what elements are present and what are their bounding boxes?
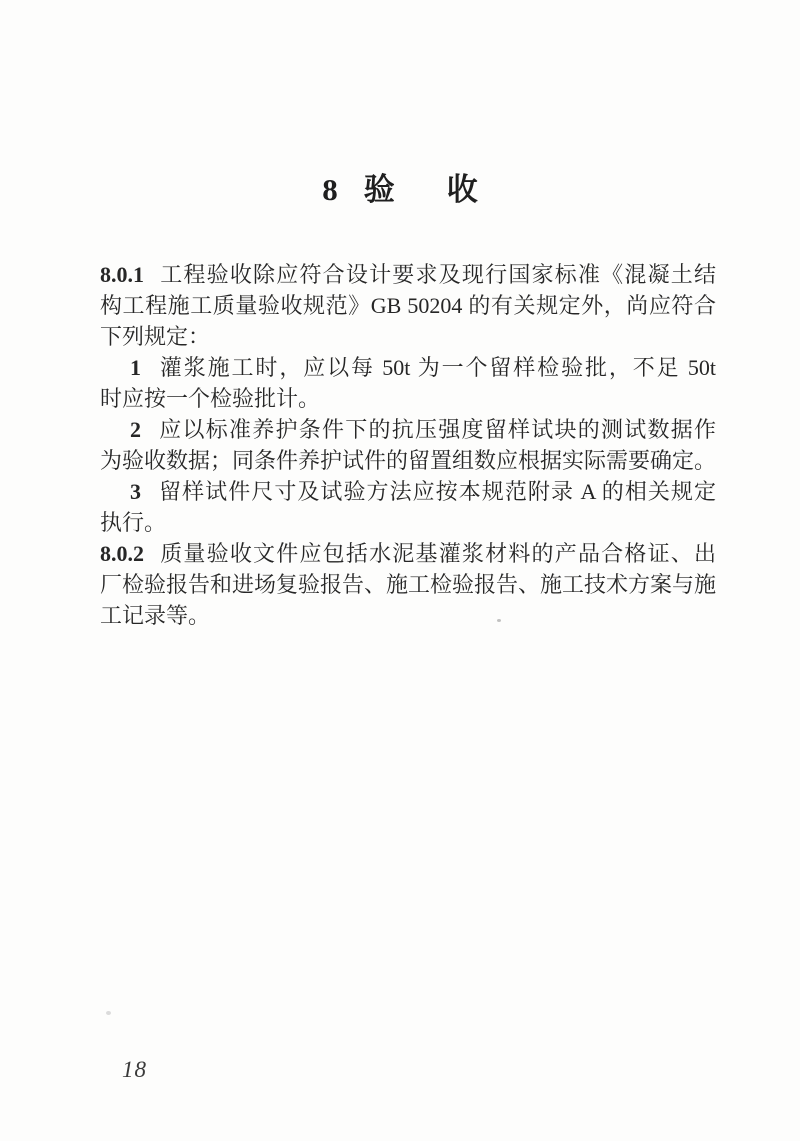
clause-text: 工程验收除应符合设计要求及现行国家标准《混凝土结 — [159, 262, 716, 287]
item-text: 灌浆施工时，应以每 50t 为一个留样检验批，不足 50t — [158, 355, 716, 380]
clause-8-0-2-line-1 — [100, 538, 716, 569]
item-1-number: 1 — [130, 355, 141, 380]
clause-text: 质量验收文件应包括水泥基灌浆材料的产品合格证、出 — [159, 541, 716, 566]
chapter-heading — [0, 172, 800, 208]
item-3-number: 3 — [130, 479, 141, 504]
item-2-number: 2 — [130, 417, 141, 442]
chapter-title-char-2: 收 — [446, 172, 478, 207]
body-text — [100, 259, 716, 631]
clause-8-0-1-line-3: 下列规定： — [100, 324, 211, 349]
item-1-line-2: 时应按一个检验批计。 — [100, 386, 321, 411]
scan-speck — [497, 619, 501, 622]
chapter-number: 8 — [322, 172, 338, 207]
clause-8-0-1-line-1 — [100, 259, 716, 290]
item-2-line-1 — [100, 414, 716, 445]
clause-8-0-2-line-3: 工记录等。 — [100, 603, 211, 628]
item-text: 应以标准养护条件下的抗压强度留样试块的测试数据作 — [158, 417, 716, 442]
item-1-line-1 — [100, 352, 716, 383]
item-text: 留样试件尺寸及试验方法应按本规范附录 A 的相关规定 — [158, 479, 716, 504]
item-3-line-2: 执行。 — [100, 510, 167, 535]
clause-8-0-2-line-2: 厂检验报告和进场复验报告、施工检验报告、施工技术方案与施 — [100, 572, 717, 597]
item-3-line-1 — [100, 476, 716, 507]
clause-8-0-1-label: 8.0.1 — [100, 262, 144, 287]
page-number: 18 — [122, 1057, 147, 1082]
clause-8-0-2-label: 8.0.2 — [100, 541, 144, 566]
clause-8-0-1-line-2: 构工程施工质量验收规范》GB 50204 的有关规定外，尚应符合 — [100, 293, 716, 318]
chapter-title-char-1: 验 — [363, 172, 395, 207]
scan-speck — [106, 1011, 111, 1015]
item-2-line-2: 为验收数据；同条件养护试件的留置组数应根据实际需要确定。 — [100, 448, 717, 473]
